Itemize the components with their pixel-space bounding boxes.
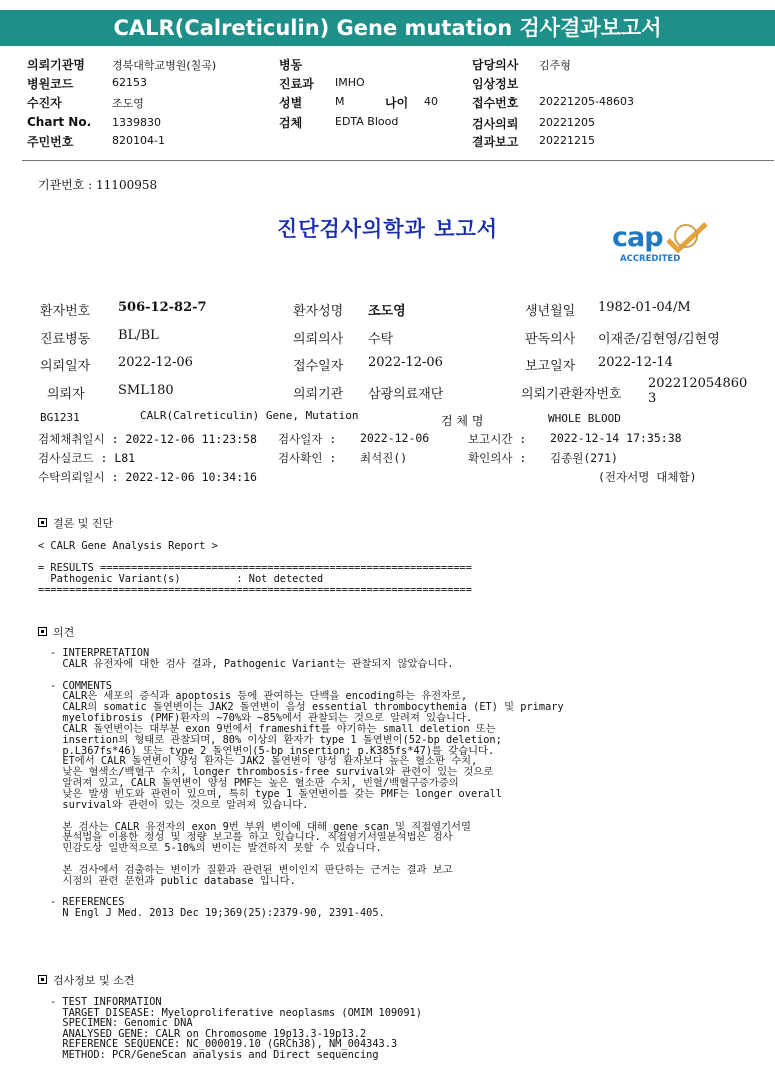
header-label: 임상정보 xyxy=(472,77,519,91)
header-label: 주민번호 xyxy=(27,135,74,149)
patient-value: 202212054860 xyxy=(648,376,748,391)
birth-date: 1982-01-04/M xyxy=(598,300,691,315)
e-signature-note: (전자서명 대체함) xyxy=(598,470,697,484)
section-title: 결론 및 진단 xyxy=(53,517,114,530)
patient-value: 삼광의료재단 xyxy=(368,387,444,402)
test-name: CALR(Calreticulin) Gene, Mutation xyxy=(140,409,359,422)
patient-label: 의뢰일자 xyxy=(40,359,91,374)
patient-label: 의뢰의사 xyxy=(293,332,344,347)
age-value: 40 xyxy=(424,95,438,108)
square-bullet-icon xyxy=(38,627,47,636)
header-label: 의뢰기관명 xyxy=(27,58,85,72)
patient-label: 생년월일 xyxy=(525,304,576,319)
patient-label: 접수일자 xyxy=(293,359,344,374)
header-label: 진료과 xyxy=(279,77,314,91)
patient-label: 판독의사 xyxy=(525,332,576,347)
header-value: M xyxy=(335,95,345,108)
header-value: IMHO xyxy=(335,76,365,89)
header-label: 수진자 xyxy=(27,96,62,110)
header-value: 20221215 xyxy=(539,134,595,147)
checkmark-icon xyxy=(664,220,710,254)
square-bullet-icon xyxy=(38,975,47,984)
header-label: 병동 xyxy=(279,58,303,72)
patient-value: 2022-12-06 xyxy=(118,355,193,370)
conclusion-text: < CALR Gene Analysis Report > = RESULTS ============================================================ Pathogenic Variant(s) : Not detected ====================================================================== xyxy=(38,540,472,596)
header-value: 경북대학교병원(칠곡) xyxy=(112,59,217,72)
test-line: 김종원(271) xyxy=(550,451,618,465)
header-value: 62153 xyxy=(112,76,147,89)
patient-label: 의뢰자 xyxy=(47,387,85,402)
header-label: 접수번호 xyxy=(472,96,519,110)
cap-logo-subtext: ACCREDITED xyxy=(620,254,681,264)
report-title-bar xyxy=(0,10,775,46)
header-label: 검체 xyxy=(279,116,303,130)
header-value: 조도영 xyxy=(112,97,144,110)
patient-label: 보고일자 xyxy=(525,359,576,374)
patient-value: 3 xyxy=(648,391,657,406)
header-label: 검사의뢰 xyxy=(472,117,519,131)
header-label: 결과보고 xyxy=(472,135,519,149)
patient-label: 의뢰기관 xyxy=(293,387,344,402)
header-value: 20221205 xyxy=(539,116,595,129)
specimen-value: WHOLE BLOOD xyxy=(548,412,621,425)
patient-value: SML180 xyxy=(118,383,174,398)
test-information-text: - TEST INFORMATION TARGET DISEASE: Myeloproliferative neoplasms (OMIM 109091) SPECIMEN: Genomic DNA ANALYSED GENE: CALR on Chromosome 19p13.3-19p13.2 REFERENCE SEQUENCE: NC_000019.10 (GRCh38), NM_004343.3 METHOD: PCR/GeneScan analysis and Direct sequencing xyxy=(50,996,422,1061)
report-heading: 진단검사의학과 보고서 xyxy=(276,217,499,241)
test-code: BG1231 xyxy=(40,411,80,424)
patient-value: 2022-12-14 xyxy=(598,355,673,370)
age-label: 나이 xyxy=(385,96,409,110)
opinion-text: - INTERPRETATION CALR 유전자에 대한 검사 결과, Pathogenic Variant는 관찰되지 않았습니다. - COMMENTS CALR은 세포의 증식과 apoptosis 등에 관여하는 단백을 encoding하는 유전자로, CALR의 somatic 돌연변이는 JAK2 돌연변이 음성 essential thrombocythemia (ET) 및 primary myelofibrosis (PMF)환자의 ~70%와 ~85%에서 관찰되는 것으로 알려져 있습니다. CALR 돌연변이는 대부분 exon 9번에서 frameshift를 야기하는 small deletion 또는 insertion의 형태로 관찰되며, 80% 이상의 환자가 type 1 돌연변이(52-bp deletion; p.L367fs*46) 또는 type 2 돌연변이(5-bp insertion; p.K385fs*47)를 갖습니다. ET에서 CALR 돌연변이 양성 환자는 JAK2 돌연변이 양성 환자보다 높은 혈소판 수치, 낮은 혈색소/백혈구 수치, longer thrombosis-free survival와 관련이 있는 것으로 알려져 있고, CALR 돌연변이 양성 PMF는 높은 혈소판 수치, 빈혈/백혈구증가증의 낮은 발생 빈도와 관련이 있으며, 특히 type 1 돌연변이를 갖는 PMF는 longer overall survival와 관련이 있는 것으로 알려져 있습니다. 본 검사는 CALR 유전자의 exon 9번 부위 변이에 대해 gene scan 및 직접염기서열 분석법을 이용한 정성 및 정량 보고를 하고 있습니다. 직접염기서열분석법은 검사 민감도상 일반적으로 5-10%의 변이는 발견하지 못할 수 있습니다. 본 검사에서 검출하는 변이가 질환과 관련된 변이인지 판단하는 근거는 결과 보고 시점의 관련 문헌과 public database 입니다. - REFERENCES N Engl J Med. 2013 Dec 19;369(25):2379-90, 2391-405. xyxy=(50,647,564,920)
header-label: 성별 xyxy=(279,96,303,110)
header-label: 병원코드 xyxy=(27,77,74,91)
test-line: 2022-12-14 17:35:38 xyxy=(550,431,682,445)
section-title: 의견 xyxy=(53,626,75,639)
institution-number: 기관번호 : 11100958 xyxy=(38,178,158,192)
patient-value: 이재준/김현영/김현영 xyxy=(598,332,720,347)
patient-value: 수탁 xyxy=(368,332,394,347)
test-line: 검사일자 : xyxy=(278,432,337,446)
test-line: 검체채취일시 : 2022-12-06 11:23:58 xyxy=(38,432,257,446)
patient-label: 환자번호 xyxy=(40,304,91,319)
test-line: 2022-12-06 xyxy=(360,431,430,445)
header-value: 김주형 xyxy=(539,59,571,72)
header-value: EDTA Blood xyxy=(335,115,399,128)
patient-name: 조도영 xyxy=(368,304,406,319)
specimen-label: 검 체 명 xyxy=(441,414,484,428)
section-title: 검사정보 및 소견 xyxy=(53,974,135,987)
header-value: 820104-1 xyxy=(112,134,165,147)
patient-label: 의뢰기관환자번호 xyxy=(521,387,622,402)
header-value: 1339830 xyxy=(112,116,161,129)
test-line: 보고시간 : xyxy=(468,432,527,446)
header-label: Chart No. xyxy=(27,115,92,129)
square-bullet-icon xyxy=(38,518,47,527)
cap-logo-text: cap xyxy=(612,222,663,253)
patient-value: BL/BL xyxy=(118,328,159,343)
test-line: 최석진() xyxy=(360,451,408,465)
header-value: 20221205-48603 xyxy=(539,95,634,108)
cap-accredited-logo xyxy=(612,220,712,268)
section-heading-test-info xyxy=(38,972,134,988)
test-line: 확인의사 : xyxy=(468,451,527,465)
document-title: CALR(Calreticulin) Gene mutation 검사결과보고서 xyxy=(113,16,662,40)
header-label: 담당의사 xyxy=(472,58,519,72)
section-heading-conclusion xyxy=(38,515,113,531)
patient-number: 506-12-82-7 xyxy=(118,300,207,315)
divider xyxy=(22,160,774,161)
section-heading-opinion xyxy=(38,624,74,640)
test-line: 검사확인 : xyxy=(278,451,337,465)
patient-label: 진료병동 xyxy=(40,332,91,347)
test-line: 수탁의뢰일시 : 2022-12-06 10:34:16 xyxy=(38,470,257,484)
test-line: 검사실코드 : L81 xyxy=(38,451,136,465)
patient-label: 환자성명 xyxy=(293,304,344,319)
patient-value: 2022-12-06 xyxy=(368,355,443,370)
